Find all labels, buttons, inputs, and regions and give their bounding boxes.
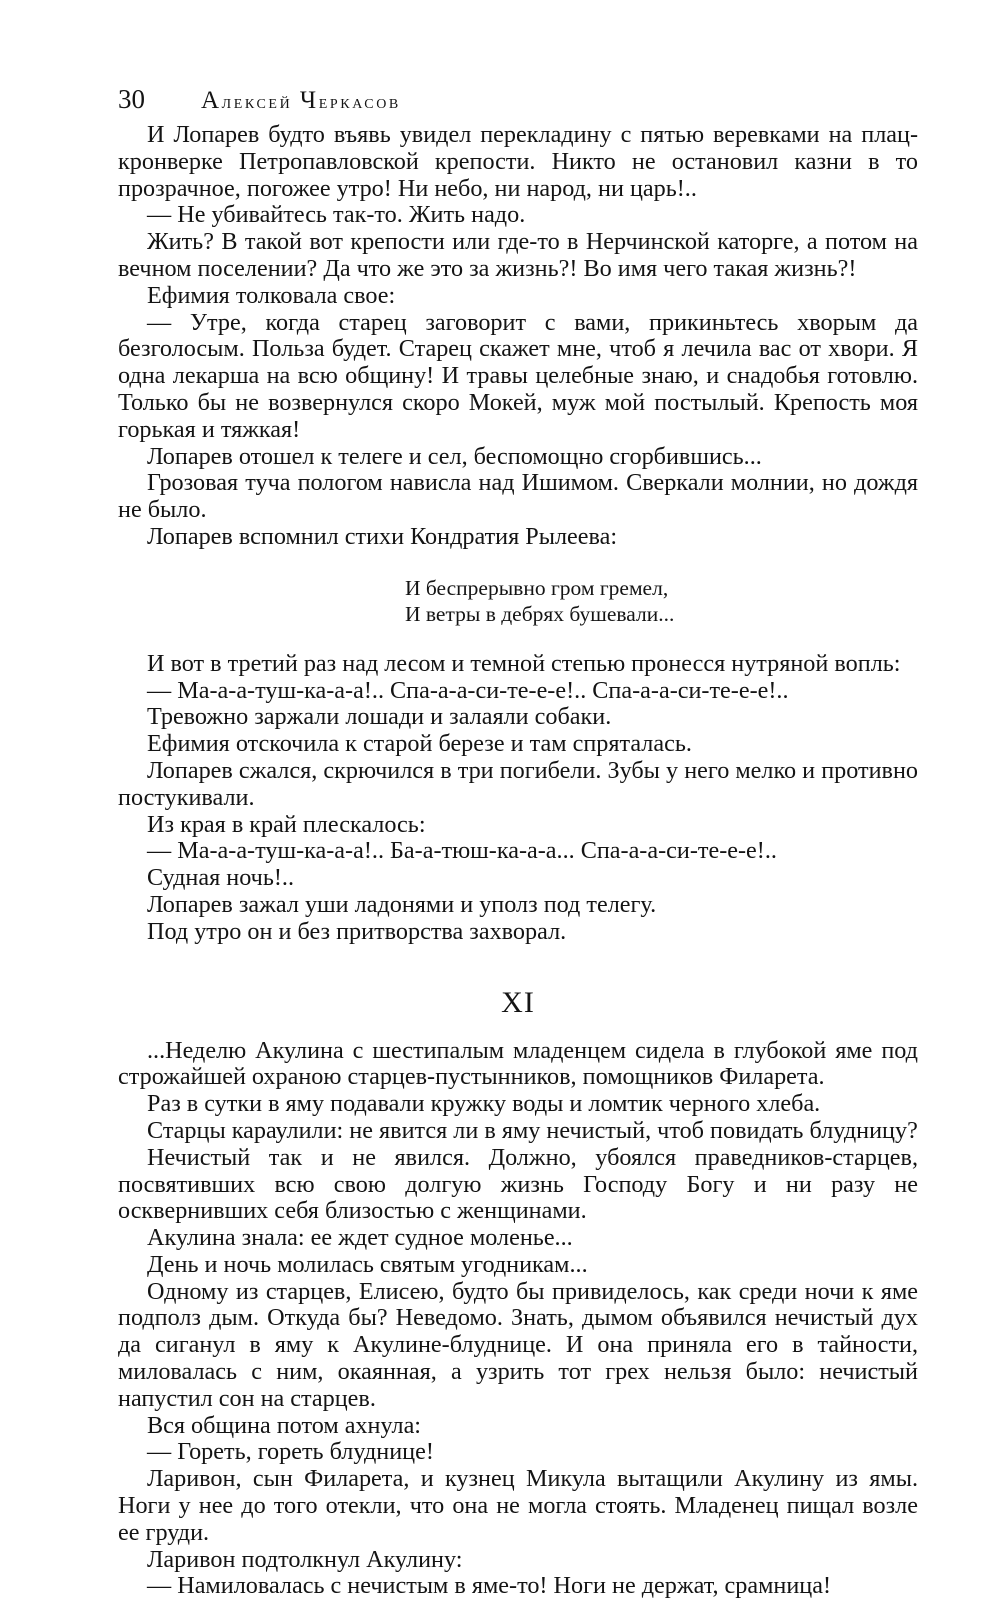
book-page [118,84,918,1600]
paragraph: Ефимия толковала свое: [147,281,396,309]
page-number: 30 [118,84,145,114]
paragraph: Грозовая туча пологом нависла над Ишимом. Сверкали молнии, но дождя не было. [118,469,918,524]
paragraph: Ларивон подтолкнул Акулину: [147,1545,463,1573]
paragraph: Жить? В такой вот крепости или где-то в Нерчинской каторге, а потом на вечном поселении? Да что же это за жизнь?! Во имя чего такая жизнь?! [118,228,918,282]
author-initial-last: Ч [299,87,319,114]
paragraph: Лопарев отошел к телеге и сел, беспомощно сгорбившись... [147,442,762,470]
paragraph: Судная ночь!.. [147,864,295,892]
paragraph: ...Неделю Акулина с шестипалым младенцем сидела в глубокой яме под строжайшей охраною старцев-пустынников, помощников Филарета. [118,1036,918,1091]
verse-line: И беспрерывно гром гремел, [405,575,669,600]
poem-quote [405,575,918,627]
paragraph: — Ма-а-а-туш-ка-а-а!.. Спа-а-а-си-те-е-е!.. Спа-а-а-си-те-е-е!.. [147,676,789,704]
paragraph: Тревожно заржали лошади и залаяли собаки. [147,703,612,731]
verse-line: И ветры в дебрях бушевали... [405,601,675,626]
paragraph: — Гореть, гореть блуднице! [147,1438,434,1466]
paragraph: Лопарев зажал уши ладонями и уполз под телегу. [147,890,657,918]
paragraph: — Утре, когда старец заговорит с вами, прикиньтесь хворым да безголосым. Польза будет. Старец скажет мне, чтоб я лечила вас от хвори. Я одна лекарша на всю общину! И травы целебные знаю, и снадобья готовлю. Только бы не возвернулся скоро Мокей, муж мой постылый. Крепость моя горькая и тяжкая! [118,308,918,443]
paragraph: Лопарев вспомнил стихи Кондратия Рылеева: [147,522,618,550]
chapter-title: XI [501,985,535,1019]
paragraph: Ефимия отскочила к старой березе и там спряталась. [147,730,692,758]
paragraph: День и ночь молилась святым угодникам... [147,1250,588,1278]
author-last-name: еркасов [318,91,401,113]
paragraph: Под утро он и без притворства захворал. [147,917,567,945]
paragraph: Одному из старцев, Елисею, будто бы привиделось, как среди ночи к яме подполз дым. Откуда бы? Неведомо. Знать, дымом объявился нечистый дух да сиганул в яму к Акулине-блуднице. И она приняла его в тайности, миловалась с ним, окаянная, а узрить тот грех нельзя было: нечистый напустил сон на старцев. [118,1277,918,1412]
paragraph: И вот в третий раз над лесом и темной степью пронесся нутряной вопль: [147,649,901,677]
paragraph: И Лопарев будто въявь увидел перекладину с пятью веревками на плац-кронверке Петропавловской крепости. Никто не остановил казни в то прозрачное, погожее утро! Ни небо, ни народ, ни царь!.. [118,121,918,202]
author-first-name: лексей [221,91,293,113]
paragraph: Лопарев сжался, скрючился в три погибели. Зубы у него мелко и противно постукивали. [118,756,918,811]
paragraph: Из края в край плескалось: [147,810,426,838]
paragraph: — Ма-а-а-туш-ка-а-а!.. Ба-а-тюш-ка-а-а... Спа-а-а-си-те-е-е!.. [147,837,777,865]
paragraph: Акулина знала: ее ждет судное моленье... [147,1224,573,1252]
paragraph: — Не убивайтесь так-то. Жить надо. [147,201,526,229]
running-title-author [201,87,401,115]
paragraph: Ларивон, сын Филарета, и кузнец Микула вытащили Акулину из ямы. Ноги у нее до того отекли, что она не могла стоять. Младенец пищал возле ее груди. [118,1465,918,1546]
body-text [118,122,918,1600]
author-initial-first: А [201,87,222,114]
paragraph: Вся община потом ахнула: [147,1411,422,1439]
paragraph: Нечистый так и не явился. Должно, убоялся праведников-старцев, посвятивших всю свою долгую жизнь Господу Богу и ни разу не осквернивших себя близостью с женщинами. [118,1143,918,1225]
paragraph: — Намиловалась с нечистым в яме-то! Ноги не держат, срамница! [147,1572,832,1600]
paragraph: Старцы караулили: не явится ли в яму нечистый, чтоб повидать блудницу? [147,1116,918,1144]
running-header [118,84,918,118]
paragraph: Раз в сутки в яму подавали кружку воды и ломтик черного хлеба. [147,1090,821,1118]
